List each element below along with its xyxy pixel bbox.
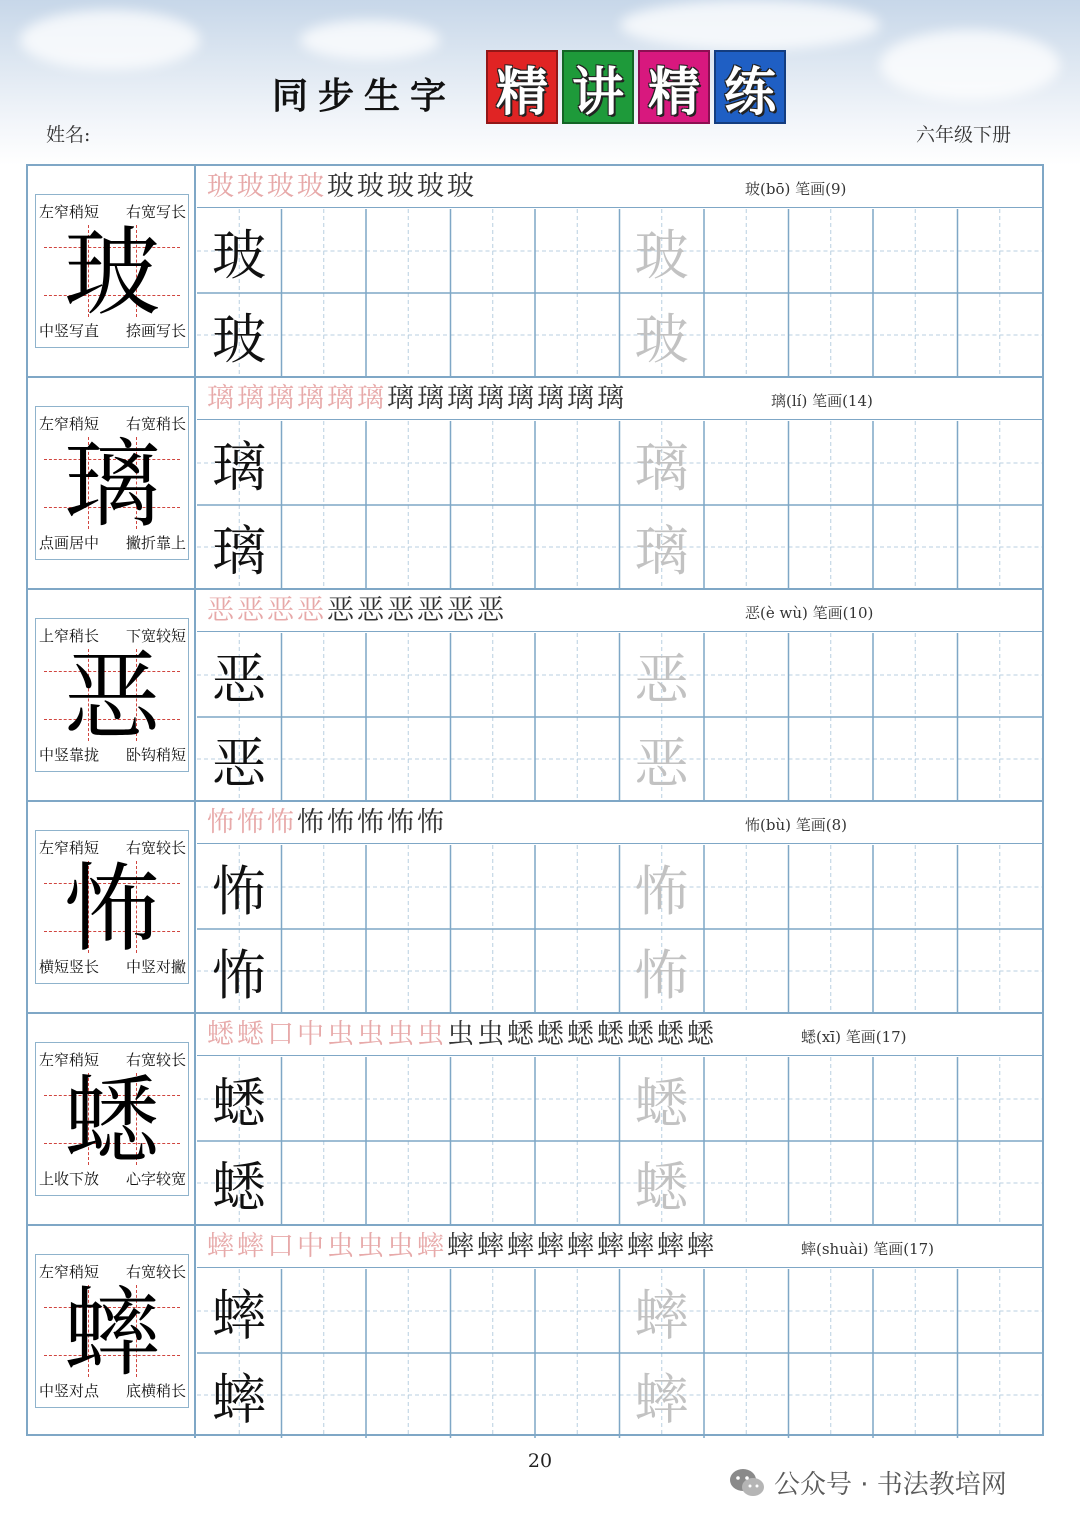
stroke-order-row — [197, 802, 1042, 844]
model-card — [35, 830, 189, 984]
stroke-sequence — [207, 592, 507, 630]
stroke-step: 蟀 — [237, 1231, 267, 1262]
stroke-order-row — [197, 166, 1042, 208]
trace-character: 蟋 — [634, 1071, 689, 1135]
model-column — [28, 802, 196, 1012]
wechat-icon — [728, 1466, 766, 1500]
writing-tip: 右宽较长 — [125, 1263, 186, 1281]
grade-label: 六年级下册 — [916, 124, 1012, 146]
stroke-step: 恶 — [477, 595, 507, 626]
stroke-step: 虫 — [447, 1019, 477, 1050]
stroke-step: 璃 — [567, 383, 597, 414]
trace-character: 璃 — [634, 519, 689, 583]
sample-character: 蟀 — [212, 1283, 266, 1347]
title-badges — [486, 50, 786, 124]
model-card — [35, 618, 189, 772]
stroke-step: 恶 — [327, 595, 357, 626]
writing-tip: 右宽较长 — [125, 1051, 186, 1069]
character-info: 玻(bō) 笔画(9) — [745, 180, 847, 198]
stroke-step: 虫 — [417, 1019, 447, 1050]
writing-tip: 捺画写长 — [125, 322, 186, 340]
stroke-step: 蟀 — [417, 1231, 447, 1262]
trace-character: 怖 — [634, 943, 689, 1007]
character-info: 蟋(xī) 笔画(17) — [801, 1028, 907, 1046]
stroke-step: 怖 — [237, 807, 267, 838]
stroke-step: 恶 — [447, 595, 477, 626]
stroke-step: 璃 — [537, 383, 567, 414]
character-info: 怖(bù) 笔画(8) — [745, 816, 847, 834]
character-block — [28, 802, 1042, 1014]
stroke-step: 璃 — [387, 383, 417, 414]
writing-tip: 心字较宽 — [125, 1170, 186, 1188]
character-block — [28, 166, 1042, 378]
stroke-step: 怖 — [417, 807, 447, 838]
writing-tip: 中竖对点 — [39, 1382, 100, 1400]
title-badge: 练 — [714, 50, 786, 124]
stroke-step: 虫 — [327, 1019, 357, 1050]
stroke-step: 蟋 — [237, 1019, 267, 1050]
stroke-step: 蟀 — [597, 1231, 627, 1262]
writing-tip: 左窄稍短 — [39, 203, 100, 221]
page-number: 20 — [527, 1450, 553, 1472]
stroke-step: 璃 — [327, 383, 357, 414]
stroke-step: 璃 — [297, 383, 327, 414]
character-block — [28, 378, 1042, 590]
stroke-step: 恶 — [237, 595, 267, 626]
stroke-step: 恶 — [207, 595, 237, 626]
stroke-step: 恶 — [357, 595, 387, 626]
stroke-step: 怖 — [387, 807, 417, 838]
stroke-step: 恶 — [267, 595, 297, 626]
stroke-step: 蟀 — [507, 1231, 537, 1262]
stroke-step: 虫 — [327, 1231, 357, 1262]
stroke-step: 蟋 — [657, 1019, 687, 1050]
name-label: 姓名: — [46, 124, 91, 146]
stroke-step: 璃 — [267, 383, 297, 414]
stroke-step: 怖 — [327, 807, 357, 838]
character-block — [28, 1014, 1042, 1226]
page-title: 同步生字 — [272, 76, 457, 117]
writing-tip: 卧钩稍短 — [125, 746, 186, 764]
model-character: 玻 — [64, 217, 160, 329]
sample-character: 恶 — [212, 647, 266, 711]
stroke-step: 虫 — [477, 1019, 507, 1050]
stroke-step: 璃 — [447, 383, 477, 414]
model-card — [35, 1042, 189, 1196]
stroke-step: 玻 — [207, 171, 237, 202]
model-card — [35, 1254, 189, 1408]
writing-tip: 左窄稍短 — [39, 1051, 100, 1069]
writing-tip: 左窄稍短 — [39, 1263, 100, 1281]
character-block — [28, 590, 1042, 802]
stroke-step: 中 — [297, 1231, 327, 1262]
stroke-step: 玻 — [447, 171, 477, 202]
character-info: 璃(lí) 笔画(14) — [771, 392, 873, 410]
tianzi-grid[interactable] — [197, 1269, 1042, 1438]
practice-area — [197, 802, 1042, 1012]
stroke-step: 玻 — [357, 171, 387, 202]
sample-character: 恶 — [212, 731, 266, 795]
trace-character: 蟀 — [634, 1367, 689, 1431]
practice-area — [197, 378, 1042, 588]
stroke-order-row — [197, 1014, 1042, 1056]
stroke-step: 蟀 — [627, 1231, 657, 1262]
stroke-sequence — [207, 804, 447, 842]
stroke-step: 中 — [297, 1019, 327, 1050]
stroke-step: 蟀 — [537, 1231, 567, 1262]
model-card — [35, 194, 189, 348]
sample-character: 怖 — [212, 859, 266, 923]
character-info: 恶(è wù) 笔画(10) — [745, 604, 874, 622]
stroke-step: 蟀 — [657, 1231, 687, 1262]
writing-tip: 下宽较短 — [125, 627, 186, 645]
model-column — [28, 378, 196, 588]
stroke-step: 蟀 — [477, 1231, 507, 1262]
tianzi-grid[interactable] — [197, 845, 1042, 1014]
sample-character: 蟀 — [212, 1367, 266, 1431]
practice-area — [197, 166, 1042, 376]
model-character: 蟀 — [64, 1277, 160, 1389]
model-character: 恶 — [64, 641, 160, 753]
stroke-step: 虫 — [387, 1019, 417, 1050]
model-column — [28, 1014, 196, 1224]
practice-area — [197, 590, 1042, 800]
stroke-step: 蟋 — [567, 1019, 597, 1050]
tianzi-grid[interactable] — [197, 1057, 1042, 1226]
model-card — [35, 406, 189, 560]
trace-character: 蟋 — [634, 1155, 689, 1219]
stroke-step: 恶 — [387, 595, 417, 626]
writing-tip: 上收下放 — [39, 1170, 100, 1188]
title-badge: 精 — [486, 50, 558, 124]
writing-tip: 中竖对撇 — [125, 958, 186, 976]
tianzi-grid[interactable] — [197, 421, 1042, 590]
sample-character: 玻 — [212, 307, 266, 371]
trace-character: 璃 — [634, 435, 689, 499]
trace-character: 蟀 — [634, 1283, 689, 1347]
stroke-step: 玻 — [297, 171, 327, 202]
stroke-order-row — [197, 1226, 1042, 1268]
model-column — [28, 166, 196, 376]
model-character: 蟋 — [64, 1065, 160, 1177]
writing-tip: 中竖写直 — [39, 322, 100, 340]
stroke-step: 璃 — [477, 383, 507, 414]
model-character: 怖 — [64, 853, 160, 965]
stroke-step: 口 — [267, 1019, 297, 1050]
stroke-step: 恶 — [417, 595, 447, 626]
writing-tip: 左窄稍短 — [39, 839, 100, 857]
watermark — [728, 1464, 1007, 1501]
writing-tip: 右宽稍长 — [125, 415, 186, 433]
stroke-step: 蟋 — [687, 1019, 717, 1050]
stroke-sequence — [207, 1228, 717, 1266]
trace-character: 恶 — [634, 731, 689, 795]
stroke-step: 蟋 — [627, 1019, 657, 1050]
stroke-step: 虫 — [357, 1019, 387, 1050]
stroke-step: 玻 — [327, 171, 357, 202]
stroke-step: 玻 — [417, 171, 447, 202]
practice-area — [197, 1014, 1042, 1224]
stroke-step: 口 — [267, 1231, 297, 1262]
stroke-step: 恶 — [297, 595, 327, 626]
trace-character: 玻 — [634, 307, 689, 371]
writing-tip: 撇折靠上 — [125, 534, 186, 552]
stroke-step: 蟋 — [597, 1019, 627, 1050]
watermark-text: 公众号 · 书法教培网 — [774, 1470, 1007, 1500]
practice-sheet — [26, 164, 1044, 1436]
stroke-step: 蟀 — [687, 1231, 717, 1262]
stroke-step: 璃 — [417, 383, 447, 414]
stroke-step: 璃 — [357, 383, 387, 414]
model-character: 璃 — [64, 429, 160, 541]
tianzi-grid[interactable] — [197, 209, 1042, 378]
writing-tip: 左窄稍短 — [39, 415, 100, 433]
stroke-step: 怖 — [267, 807, 297, 838]
writing-tip: 横短竖长 — [39, 958, 100, 976]
stroke-step: 怖 — [207, 807, 237, 838]
practice-area — [197, 1226, 1042, 1438]
stroke-step: 璃 — [207, 383, 237, 414]
sample-character: 璃 — [212, 519, 266, 583]
stroke-step: 玻 — [267, 171, 297, 202]
stroke-step: 蟋 — [207, 1019, 237, 1050]
stroke-order-row — [197, 378, 1042, 420]
writing-tip: 右宽较长 — [125, 839, 186, 857]
sample-character: 怖 — [212, 943, 266, 1007]
stroke-step: 虫 — [387, 1231, 417, 1262]
writing-tip: 点画居中 — [39, 534, 100, 552]
character-info: 蟀(shuài) 笔画(17) — [801, 1240, 935, 1258]
stroke-step: 璃 — [507, 383, 537, 414]
stroke-step: 蟀 — [567, 1231, 597, 1262]
sample-character: 蟋 — [212, 1155, 266, 1219]
stroke-step: 蟀 — [447, 1231, 477, 1262]
stroke-step: 蟀 — [207, 1231, 237, 1262]
writing-tip: 底横稍长 — [125, 1382, 186, 1400]
stroke-step: 怖 — [357, 807, 387, 838]
model-column — [28, 590, 196, 800]
writing-tip: 上窄稍长 — [39, 627, 100, 645]
stroke-step: 蟋 — [537, 1019, 567, 1050]
tianzi-grid[interactable] — [197, 633, 1042, 802]
title-badge: 讲 — [562, 50, 634, 124]
stroke-sequence — [207, 1016, 717, 1054]
stroke-step: 蟋 — [507, 1019, 537, 1050]
model-column — [28, 1226, 196, 1438]
stroke-sequence — [207, 168, 477, 206]
writing-tip: 右宽写长 — [125, 203, 186, 221]
trace-character: 恶 — [634, 647, 689, 711]
sample-character: 璃 — [212, 435, 266, 499]
sample-character: 玻 — [212, 223, 266, 287]
writing-tip: 中竖靠拢 — [39, 746, 100, 764]
stroke-step: 璃 — [597, 383, 627, 414]
stroke-step: 玻 — [237, 171, 267, 202]
stroke-step: 怖 — [297, 807, 327, 838]
stroke-step: 玻 — [387, 171, 417, 202]
trace-character: 玻 — [634, 223, 689, 287]
trace-character: 怖 — [634, 859, 689, 923]
stroke-order-row — [197, 590, 1042, 632]
title-badge: 精 — [638, 50, 710, 124]
sample-character: 蟋 — [212, 1071, 266, 1135]
stroke-step: 璃 — [237, 383, 267, 414]
stroke-sequence — [207, 380, 627, 418]
character-block — [28, 1226, 1042, 1438]
stroke-step: 虫 — [357, 1231, 387, 1262]
